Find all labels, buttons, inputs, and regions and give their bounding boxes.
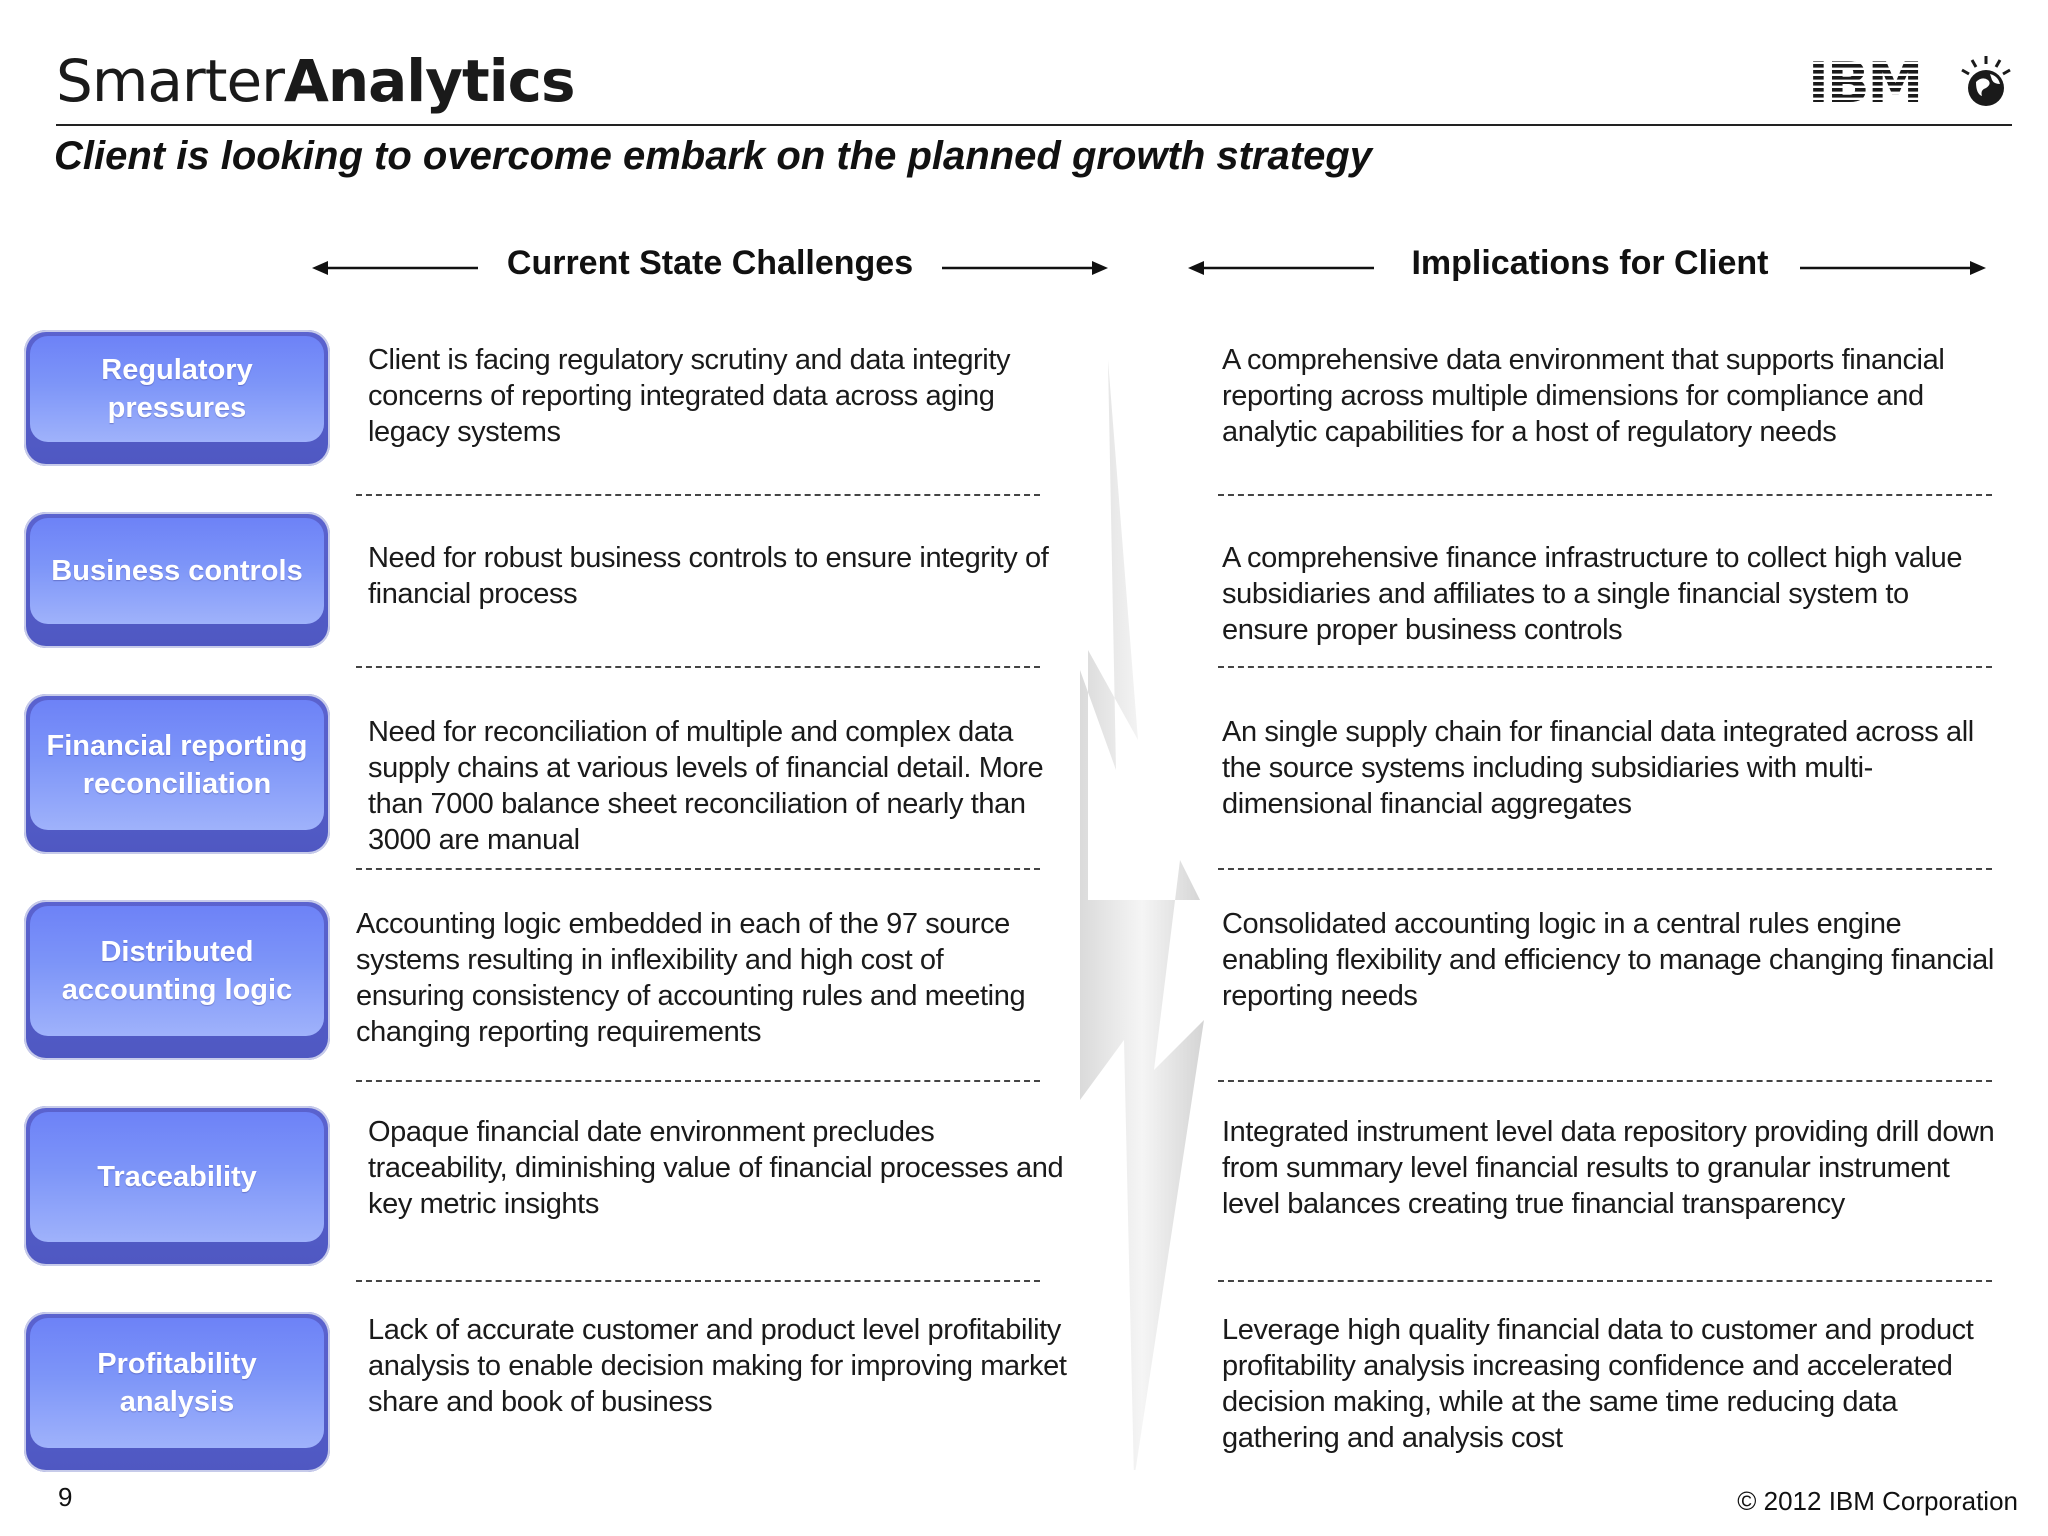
right-arrow-icon-2 <box>1800 254 1986 282</box>
challenge-text: Accounting logic embedded in each of the 97 source systems resulting in inflexibility and high cost of ensuring consistency of accounting rules and meeting changing reporting requirements <box>356 908 1026 1048</box>
slide-headline: Client is looking to overcome embark on the planned growth strategy <box>54 134 1372 178</box>
row-separator <box>356 868 1040 870</box>
implication-text: Consolidated accounting logic in a central rules engine enabling flexibility and efficiency to manage changing financial reporting needs <box>1222 908 1994 1012</box>
challenge-text: Opaque financial date environment precludes traceability, diminishing value of financial processes and key metric insights <box>368 1116 1064 1220</box>
row-pill-traceability <box>24 1106 330 1266</box>
implications-header: Implications for Client <box>1411 244 1769 282</box>
logo-light-text: Smarter <box>56 47 284 115</box>
row-separator <box>356 1280 1040 1282</box>
header-divider <box>56 124 2012 126</box>
copyright-notice: © 2012 IBM Corporation <box>1737 1486 2018 1516</box>
challenge-text: Need for robust business controls to ensure integrity of financial process <box>368 542 1049 610</box>
row-separator <box>1218 1080 1992 1082</box>
ibm-logo <box>1808 52 2018 114</box>
row-separator <box>1218 666 1992 668</box>
ibm-logo-letters: IBM <box>1808 52 1922 114</box>
row-pill-profitability <box>24 1312 330 1472</box>
challenge-text: Lack of accurate customer and product level profitability analysis to enable decision making for improving market share and book of business <box>368 1314 1067 1418</box>
row-separator <box>356 666 1040 668</box>
implication-text: Leverage high quality financial data to customer and product profitability analysis increasing confidence and accelerated decision making, while at the same time reducing data gathering and analysis cost <box>1222 1314 1974 1454</box>
row-pill-distributed-accounting <box>24 900 330 1060</box>
implication-text: Integrated instrument level data repository providing drill down from summary level financial results to granular instrument level balances creating true financial transparency <box>1222 1116 1995 1220</box>
row-pill-financial-reporting <box>24 694 330 854</box>
right-arrow-icon <box>942 254 1108 282</box>
row-label: Traceability <box>97 1161 257 1193</box>
implication-text: An single supply chain for financial data integrated across all the source systems including subsidiaries with multi-dimensional financial aggregates <box>1222 716 1974 820</box>
row-label: Distributed accounting logic <box>61 936 293 1006</box>
lightning-bolt-divider <box>1080 340 1220 1470</box>
row-label: Profitability analysis <box>97 1348 257 1418</box>
left-arrow-icon-2 <box>1188 254 1374 282</box>
page-number: 9 <box>58 1482 73 1512</box>
row-separator <box>1218 494 1992 496</box>
row-label: Regulatory pressures <box>101 354 253 424</box>
row-separator <box>356 1080 1040 1082</box>
row-label: Business controls <box>51 555 303 587</box>
current-state-header: Current State Challenges <box>506 244 914 282</box>
left-arrow-icon <box>312 254 478 282</box>
implication-text: A comprehensive finance infrastructure to collect high value subsidiaries and affiliates to a single financial system to ensure proper business controls <box>1222 542 1963 646</box>
row-separator <box>1218 868 1992 870</box>
row-label: Financial reporting reconciliation <box>46 730 308 800</box>
row-pill-regulatory <box>24 330 330 466</box>
challenge-text: Client is facing regulatory scrutiny and data integrity concerns of reporting integrated data across aging legacy systems <box>368 344 1011 448</box>
smarter-analytics-logo <box>56 47 575 115</box>
row-separator <box>1218 1280 1992 1282</box>
row-separator <box>356 494 1040 496</box>
row-pill-business-controls <box>24 512 330 648</box>
challenge-text: Need for reconciliation of multiple and complex data supply chains at various levels of financial detail. More than 7000 balance sheet reconciliation of nearly than 3000 are manual <box>368 716 1044 856</box>
logo-bold-text: Analytics <box>283 47 575 115</box>
implication-text: A comprehensive data environment that supports financial reporting across multiple dimensions for compliance and analytic capabilities for a host of regulatory needs <box>1222 344 1945 448</box>
globe-icon <box>1962 56 2010 106</box>
